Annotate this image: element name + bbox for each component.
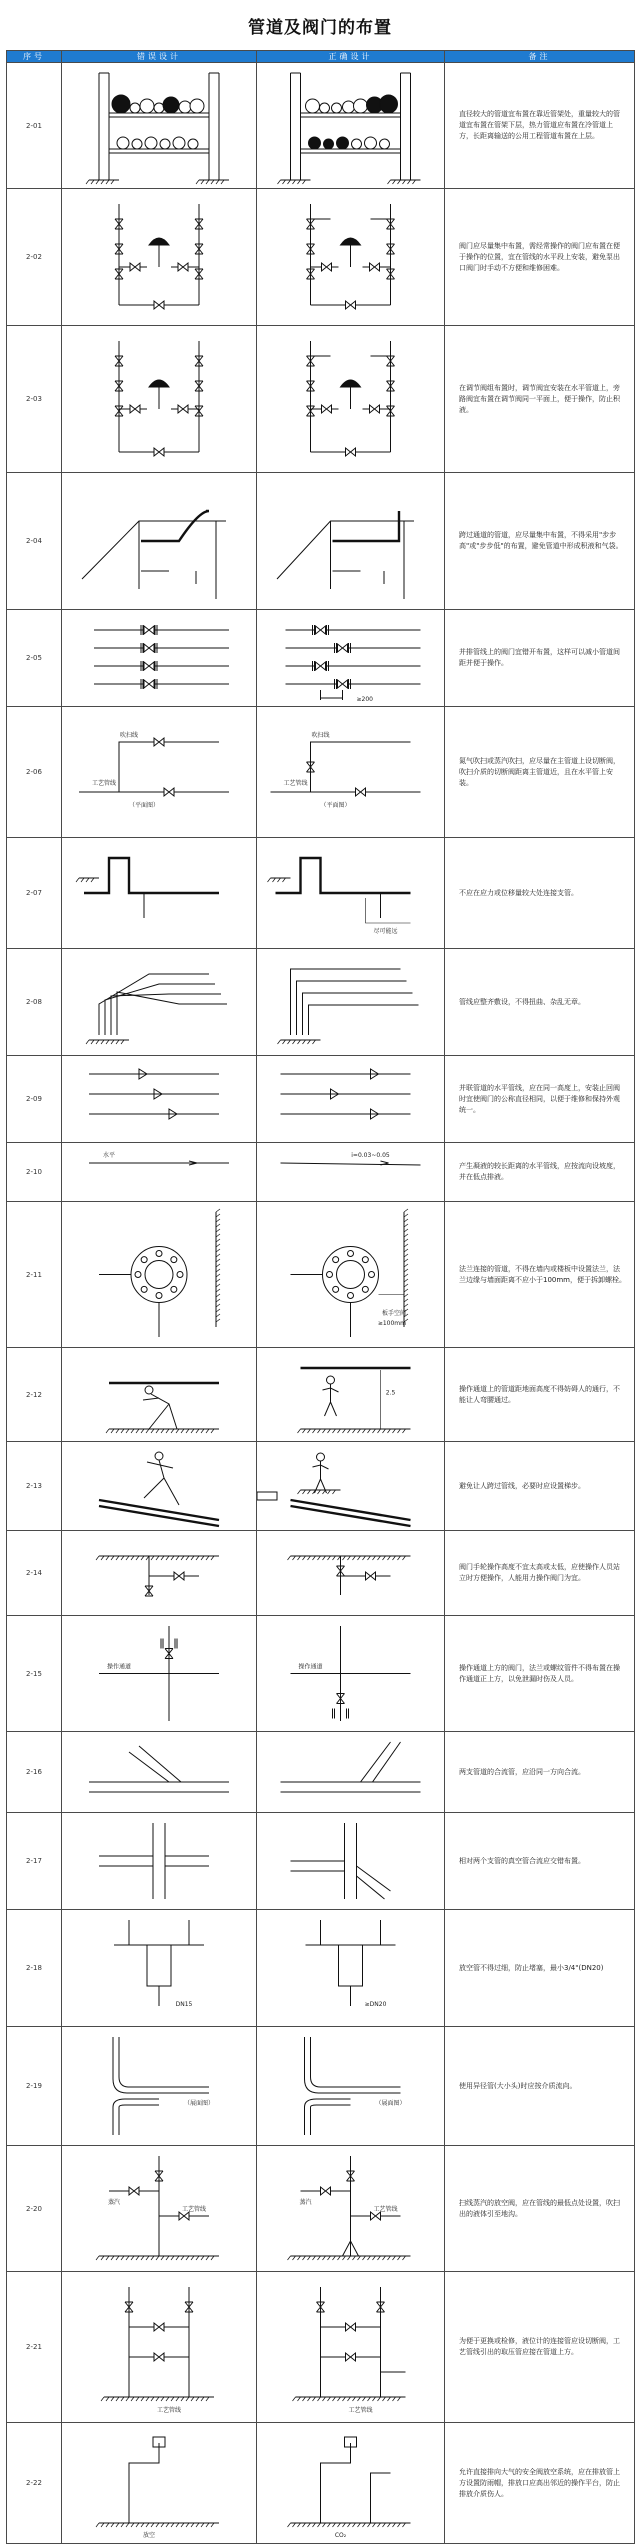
note-text: 两支管道的合流管，应沿同一方向合流。 bbox=[459, 1767, 585, 1776]
pipe-diagram bbox=[62, 1348, 256, 1441]
note-text: 扫线蒸汽的放空阀，应在管线的最低点处设置，吹扫出的液体引至地沟。 bbox=[459, 2198, 620, 2218]
note-text: 操作通道上的管道距地面高度不得妨碍人的通行，不能让人弯腰通过。 bbox=[459, 1384, 620, 1404]
header-no: 序号 bbox=[7, 51, 62, 63]
row-note bbox=[445, 1531, 635, 1616]
note-text: 使用异径管(大小头)时应按介质流向。 bbox=[459, 2081, 577, 2090]
wrong-design-figure bbox=[62, 1056, 257, 1143]
allowed-distance-label: 尽可能远 bbox=[373, 928, 398, 935]
pipe-diagram bbox=[257, 1813, 444, 1909]
pipe-diagram bbox=[257, 2423, 444, 2543]
process-pipe-label: 工艺管线 bbox=[373, 2206, 398, 2213]
right-design-figure bbox=[257, 2146, 445, 2272]
wrong-design-figure bbox=[62, 1202, 257, 1348]
pipe-diagram bbox=[257, 1442, 444, 1530]
row-note bbox=[445, 1143, 635, 1202]
row-number: 2-20 bbox=[7, 2146, 62, 2272]
note-text: 不应在应力或位移量较大处连接支管。 bbox=[459, 888, 578, 897]
pipe-diagram bbox=[62, 838, 256, 948]
row-number: 2-13 bbox=[7, 1442, 62, 1531]
header-note: 备注 bbox=[445, 51, 635, 63]
wrong-design-figure bbox=[62, 949, 257, 1056]
table-row bbox=[7, 949, 635, 1056]
table-row bbox=[7, 1056, 635, 1143]
right-design-figure bbox=[257, 326, 445, 473]
pipe-diagram bbox=[62, 949, 256, 1055]
slope-value-label: i=0.03~0.05 bbox=[351, 1152, 390, 1159]
pipe-diagram bbox=[62, 1813, 256, 1909]
table-row bbox=[7, 707, 635, 838]
pipe-diagram bbox=[257, 707, 444, 837]
row-number: 2-16 bbox=[7, 1732, 62, 1813]
row-number: 2-02 bbox=[7, 189, 62, 326]
table-row bbox=[7, 1202, 635, 1348]
right-design-figure bbox=[257, 63, 445, 189]
pipe-diagram bbox=[257, 63, 444, 188]
row-number: 2-10 bbox=[7, 1143, 62, 1202]
right-design-figure bbox=[257, 1056, 445, 1143]
pipe-diagram bbox=[257, 1616, 444, 1731]
pipe-diagram bbox=[62, 1910, 256, 2026]
pipe-diagram bbox=[257, 473, 444, 609]
wrong-design-figure bbox=[62, 1813, 257, 1910]
wrong-design-figure bbox=[62, 1442, 257, 1531]
table-row bbox=[7, 1442, 635, 1531]
purge-line-label: 吹扫线 bbox=[119, 732, 139, 739]
row-number: 2-06 bbox=[7, 707, 62, 838]
pipe-diagram bbox=[257, 1531, 444, 1615]
wrong-design-figure bbox=[62, 838, 257, 949]
row-number: 2-19 bbox=[7, 2027, 62, 2146]
pipe-diagram bbox=[62, 2423, 256, 2543]
wrong-design-figure bbox=[62, 2423, 257, 2544]
row-note bbox=[445, 949, 635, 1056]
steam-label: 蒸汽 bbox=[107, 2199, 121, 2206]
note-text: 管线应整齐敷设，不得扭曲、杂乱无章。 bbox=[459, 997, 585, 1006]
wrong-design-figure bbox=[62, 1616, 257, 1732]
row-number: 2-01 bbox=[7, 63, 62, 189]
pipe-diagram bbox=[62, 2027, 256, 2145]
table-row bbox=[7, 326, 635, 473]
wrong-design-figure bbox=[62, 473, 257, 610]
row-note bbox=[445, 1732, 635, 1813]
right-design-figure bbox=[257, 189, 445, 326]
note-text: 相对两个支管的真空管合流应交错布置。 bbox=[459, 1856, 585, 1865]
row-number: 2-07 bbox=[7, 838, 62, 949]
pipe-diagram bbox=[62, 1056, 256, 1142]
note-text: 放空管不得过细，防止堵塞，最小3/4"(DN20) bbox=[459, 1963, 604, 1972]
pipe-diagram bbox=[62, 707, 256, 837]
row-note bbox=[445, 1202, 635, 1348]
row-note bbox=[445, 1442, 635, 1531]
header-right: 正确设计 bbox=[257, 51, 445, 63]
plan-view-label: （平面图） bbox=[128, 802, 160, 809]
design-comparison-table bbox=[6, 50, 635, 2544]
table-row bbox=[7, 473, 635, 610]
min-distance-label: ≥100mm bbox=[377, 1320, 406, 1327]
clearance-height-label: 2.5 bbox=[385, 1389, 396, 1397]
walkway-label: 操作通道 bbox=[298, 1663, 323, 1671]
pipe-diagram bbox=[257, 949, 444, 1055]
pipe-diagram bbox=[62, 63, 256, 188]
right-design-figure bbox=[257, 2027, 445, 2146]
process-pipe-label: 工艺管线 bbox=[156, 2407, 182, 2414]
right-design-figure bbox=[257, 473, 445, 610]
right-design-figure bbox=[257, 1531, 445, 1616]
row-note bbox=[445, 1348, 635, 1442]
wrong-design-figure bbox=[62, 1348, 257, 1442]
row-number: 2-05 bbox=[7, 610, 62, 707]
table-header-row bbox=[7, 51, 635, 63]
note-text: 产生凝液的较长距离的水平管线，应按流向设坡度，并在低点排液。 bbox=[459, 1162, 620, 1181]
wrench-space-label: 板手空间 bbox=[381, 1310, 406, 1317]
row-note bbox=[445, 1813, 635, 1910]
pipe-diagram bbox=[62, 1202, 256, 1347]
elevation-label: （展面图） bbox=[375, 2100, 406, 2107]
plan-view-label: （平面图） bbox=[320, 802, 351, 809]
table-row bbox=[7, 1813, 635, 1910]
row-number: 2-11 bbox=[7, 1202, 62, 1348]
row-note bbox=[445, 2423, 635, 2544]
row-number: 2-18 bbox=[7, 1910, 62, 2027]
right-design-figure bbox=[257, 610, 445, 707]
pipe-diagram bbox=[257, 1910, 444, 2026]
right-design-figure bbox=[257, 949, 445, 1056]
row-number: 2-03 bbox=[7, 326, 62, 473]
vent-size-label: ≥DN20 bbox=[364, 2001, 387, 2008]
pipe-diagram bbox=[257, 610, 444, 706]
row-note bbox=[445, 1910, 635, 2027]
pipe-diagram bbox=[257, 2272, 444, 2422]
row-number: 2-17 bbox=[7, 1813, 62, 1910]
note-text: 并联管道的水平管线，应在同一高度上，安装止回阀时宜使阀门的公称直径相同，以便于维修和保持外观统一。 bbox=[459, 1083, 620, 1114]
row-note bbox=[445, 2272, 635, 2423]
wrong-design-figure bbox=[62, 63, 257, 189]
wrong-design-figure bbox=[62, 1732, 257, 1813]
row-number: 2-12 bbox=[7, 1348, 62, 1442]
pipe-diagram bbox=[257, 1143, 444, 1201]
note-text: 阀门应尽量集中布置，需经常操作的阀门应布置在便于操作的位置，宜在管线的水平段上安装，避免泵出口阀门时手动不方便和维修困难。 bbox=[459, 241, 620, 272]
wrong-design-figure bbox=[62, 2272, 257, 2423]
wrong-design-figure bbox=[62, 2146, 257, 2272]
right-design-figure bbox=[257, 1202, 445, 1348]
purge-line-label: 吹扫线 bbox=[311, 732, 330, 739]
table-row bbox=[7, 2027, 635, 2146]
wrong-design-figure bbox=[62, 326, 257, 473]
note-text: 允许直接排向大气的安全阀放空系统，应在排放管上方设置防雨帽，排放口应高出邻近的操作平台，防止排放介质伤人。 bbox=[459, 2467, 620, 2498]
table-row bbox=[7, 1910, 635, 2027]
right-design-figure bbox=[257, 1813, 445, 1910]
note-text: 在调节阀组布置时，调节阀宜安装在水平管道上，旁路阀宜布置在调节阀同一平面上，便于操作，防止积液。 bbox=[459, 383, 620, 414]
process-pipe-label: 工艺管线 bbox=[283, 780, 308, 787]
pipe-diagram bbox=[257, 838, 444, 948]
row-note bbox=[445, 707, 635, 838]
table-row bbox=[7, 1531, 635, 1616]
right-design-figure bbox=[257, 1732, 445, 1813]
pipe-diagram bbox=[257, 2027, 444, 2145]
wrong-design-figure bbox=[62, 1531, 257, 1616]
pipe-diagram bbox=[62, 2272, 256, 2422]
note-text: 并排管线上的阀门宜错开布置，这样可以减小管道间距并便于操作。 bbox=[459, 648, 620, 667]
pipe-diagram bbox=[257, 1056, 444, 1142]
pipe-diagram bbox=[257, 1348, 444, 1441]
row-number: 2-15 bbox=[7, 1616, 62, 1732]
row-number: 2-04 bbox=[7, 473, 62, 610]
pipe-diagram bbox=[62, 1732, 256, 1812]
table-row bbox=[7, 189, 635, 326]
pipe-diagram bbox=[62, 1442, 256, 1530]
pipe-diagram bbox=[257, 2146, 444, 2271]
header-wrong: 错误设计 bbox=[62, 51, 257, 63]
table-row bbox=[7, 2146, 635, 2272]
pipe-diagram bbox=[62, 1616, 256, 1731]
row-number: 2-22 bbox=[7, 2423, 62, 2544]
pipe-diagram bbox=[257, 326, 444, 472]
row-note bbox=[445, 610, 635, 707]
right-design-figure bbox=[257, 838, 445, 949]
table-row bbox=[7, 2423, 635, 2544]
table-row bbox=[7, 838, 635, 949]
row-number: 2-14 bbox=[7, 1531, 62, 1616]
slope-label: 水平 bbox=[102, 1152, 116, 1159]
wrong-design-figure bbox=[62, 1910, 257, 2027]
note-text: 操作通道上方的阀门，法兰或螺纹管件不得布置在操作通道正上方，以免泄漏时伤及人员。 bbox=[459, 1663, 620, 1683]
table-row bbox=[7, 1143, 635, 1202]
row-note bbox=[445, 1056, 635, 1143]
pipe-diagram bbox=[257, 189, 444, 325]
wrong-design-figure bbox=[62, 189, 257, 326]
elevation-label: （展面图） bbox=[183, 2100, 215, 2107]
row-note bbox=[445, 1616, 635, 1732]
process-pipe-label: 工艺管线 bbox=[91, 780, 117, 787]
table-row bbox=[7, 610, 635, 707]
row-number: 2-21 bbox=[7, 2272, 62, 2423]
note-text: 氮气吹扫或蒸汽吹扫，应尽量在主管道上设切断阀，吹扫介质的切断阀距离主管道近，且在水平管上安装。 bbox=[459, 756, 620, 787]
process-pipe-label: 工艺管线 bbox=[348, 2407, 373, 2414]
pipe-diagram bbox=[62, 610, 256, 706]
table-row bbox=[7, 63, 635, 189]
walkway-label: 操作通道 bbox=[106, 1663, 132, 1671]
note-text: 法兰连接的管道，不得在墙内或楼板中设置法兰，法兰边缘与墙面距离不应小于100mm，便于拆卸螺栓。 bbox=[459, 1264, 626, 1284]
pipe-diagram bbox=[62, 473, 256, 609]
right-design-figure bbox=[257, 1348, 445, 1442]
pipe-diagram bbox=[257, 1202, 444, 1347]
right-design-figure bbox=[257, 707, 445, 838]
pipe-diagram bbox=[62, 326, 256, 472]
note-text: 跨过通道的管道，应尽量集中布置，不得采用"步步高"或"步步低"的布置，避免管道中形成积液和气袋。 bbox=[459, 531, 623, 550]
pipe-diagram bbox=[257, 1732, 444, 1812]
row-number: 2-08 bbox=[7, 949, 62, 1056]
row-note bbox=[445, 326, 635, 473]
note-text: 为便于更换或检修，液位计的连接管应设切断阀，工艺管线引出的取压管应接在管道上方。 bbox=[459, 2337, 620, 2356]
table-row bbox=[7, 1348, 635, 1442]
right-design-figure bbox=[257, 1616, 445, 1732]
row-note bbox=[445, 63, 635, 189]
table-row bbox=[7, 2272, 635, 2423]
table-row bbox=[7, 1732, 635, 1813]
wrong-design-figure bbox=[62, 1143, 257, 1202]
row-note bbox=[445, 838, 635, 949]
note-text: 直径较大的管道宜布置在靠近管架处，重量较大的管道宜布置在管架下层，热力管道应布置在冷管道上方，长距离输送的公用工程管道布置在上层。 bbox=[459, 110, 620, 140]
svg-text:≥200: ≥200 bbox=[356, 696, 373, 703]
steam-label: 蒸汽 bbox=[299, 2199, 312, 2206]
process-pipe-label: 工艺管线 bbox=[181, 2206, 207, 2213]
row-note bbox=[445, 189, 635, 326]
page-title: 管道及阀门的布置 bbox=[248, 17, 392, 38]
right-design-figure bbox=[257, 2423, 445, 2544]
pipe-diagram bbox=[62, 1531, 256, 1615]
row-note bbox=[445, 473, 635, 610]
right-design-figure bbox=[257, 2272, 445, 2423]
note-text: 避免让人跨过管线，必要时应设置梯步。 bbox=[459, 1481, 585, 1490]
right-design-figure bbox=[257, 1442, 445, 1531]
vent-outlet-label: CO₂ bbox=[334, 2532, 347, 2539]
wrong-design-figure bbox=[62, 707, 257, 838]
pipe-diagram bbox=[62, 189, 256, 325]
wrong-design-figure bbox=[62, 610, 257, 707]
wrong-design-figure bbox=[62, 2027, 257, 2146]
pipe-diagram bbox=[62, 2146, 256, 2271]
vent-outlet-label: 放空 bbox=[142, 2532, 156, 2539]
vent-size-label: DN15 bbox=[175, 2001, 193, 2008]
row-number: 2-09 bbox=[7, 1056, 62, 1143]
pipe-diagram bbox=[62, 1143, 256, 1201]
row-note bbox=[445, 2027, 635, 2146]
right-design-figure bbox=[257, 1143, 445, 1202]
row-note bbox=[445, 2146, 635, 2272]
right-design-figure bbox=[257, 1910, 445, 2027]
note-text: 阀门手轮操作高度不宜太高或太低，应使操作人员站立时方便操作，人能用力操作阀门为宜。 bbox=[459, 1563, 620, 1582]
table-row bbox=[7, 1616, 635, 1732]
